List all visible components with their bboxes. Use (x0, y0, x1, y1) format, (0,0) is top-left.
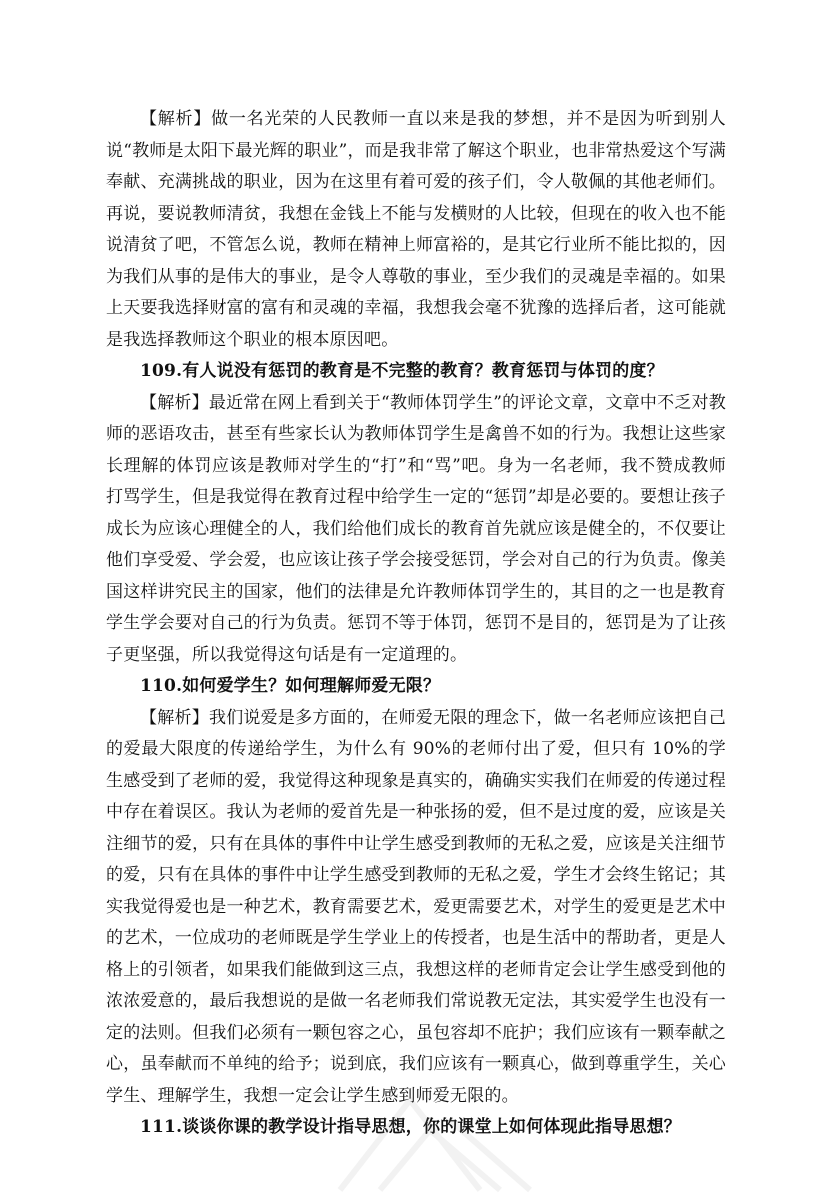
question-heading-109: 109.有人说没有惩罚的教育是不完整的教育？教育惩罚与体罚的度？ (140, 361, 664, 381)
question-heading-110: 110.如何爱学生？如何理解师爱无限？ (140, 676, 441, 696)
answer-paragraph-110 (106, 703, 726, 1113)
analysis-tag: 【解析】 (140, 707, 209, 728)
document-body (106, 104, 726, 1144)
answer-text: 我们说爱是多方面的，在师爱无限的理念下，做一名老师应该把自己的爱最大限度的传递给学生，为什么有 90%的老师付出了爱，但只有 10%的学生感受到了老师的爱，我觉得这种现象是真实的，确确实实我们在师爱的传递过程中存在着误区。我认为老师的爱首先是一种张扬的爱，但不是过度的爱，应该是关注细节的爱，只有在具体的事件中让学生感受到教师的无私之爱，应该是关注细节的爱，只有在具体的事件中让学生感受到教师的无私之爱，学生才会终生铭记；其实我觉得爱也是一种艺术，教育需要艺术，爱更需要艺术，对学生的爱更是艺术中的艺术，一位成功的老师既是学生学业上的传授者，也是生活中的帮助者，更是人格上的引领者，如果我们能做到这三点，我想这样的老师肯定会让学生感受到他的浓浓爱意的，最后我想说的是做一名老师我们常说教无定法，其实爱学生也没有一定的法则。但我们必须有一颗包容之心，虽包容却不庇护；我们应该有一颗奉献之心，虽奉献而不单纯的给予；说到底，我们应该有一颗真心，做到尊重学生，关心学生、理解学生，我想一定会让学生感到师爱无限的。 (106, 707, 726, 1106)
analysis-tag: 【解析】 (140, 392, 209, 413)
answer-text: 最近常在网上看到关于“教师体罚学生”的评论文章，文章中不乏对教师的恶语攻击，甚至有些家长认为教师体罚学生是禽兽不如的行为。我想让这些家长理解的体罚应该是教师对学生的“打”和“骂”吧。身为一名老师，我不赞成教师打骂学生，但是我觉得在教育过程中给学生一定的“惩罚”却是必要的。要想让孩子成长为应该心理健全的人，我们给他们成长的教育首先就应该是健全的，不仅要让他们享受爱、学会爱，也应该让孩子学会接受惩罚，学会对自己的行为负责。像美国这样讲究民主的国家，他们的法律是允许教师体罚学生的，其目的之一也是教育学生学会要对自己的行为负责。惩罚不等于体罚，惩罚不是目的，惩罚是为了让孩子更坚强，所以我觉得这句话是有一定道理的。 (106, 392, 726, 665)
analysis-tag: 【解析】 (140, 109, 212, 129)
watermark-logo-icon (300, 1080, 560, 1200)
answer-paragraph-109 (106, 388, 726, 672)
answer-paragraph-108 (106, 104, 726, 356)
answer-text: 做一名光荣的人民教师一直以来是我的梦想，并不是因为听到别人说“教师是太阳下最光辉的职业”，而是我非常了解这个职业，也非常热爱这个写满奉献、充满挑战的职业，因为在这里有着可爱的孩子们，令人敬佩的其他老师们。再说，要说教师清贫，我想在金钱上不能与发横财的人比较，但现在的收入也不能说清贫了吧，不管怎么说，教师在精神上师富裕的，是其它行业所不能比拟的，因为我们从事的是伟大的事业，是令人尊敬的事业，至少我们的灵魂是幸福的。如果上天要我选择财富的富有和灵魂的幸福，我想我会毫不犹豫的选择后者，这可能就是我选择教师这个职业的根本原因吧。 (106, 109, 726, 350)
question-heading-111: 111.谈谈你课的教学设计指导思想，你的课堂上如何体现此指导思想？ (140, 1117, 682, 1137)
